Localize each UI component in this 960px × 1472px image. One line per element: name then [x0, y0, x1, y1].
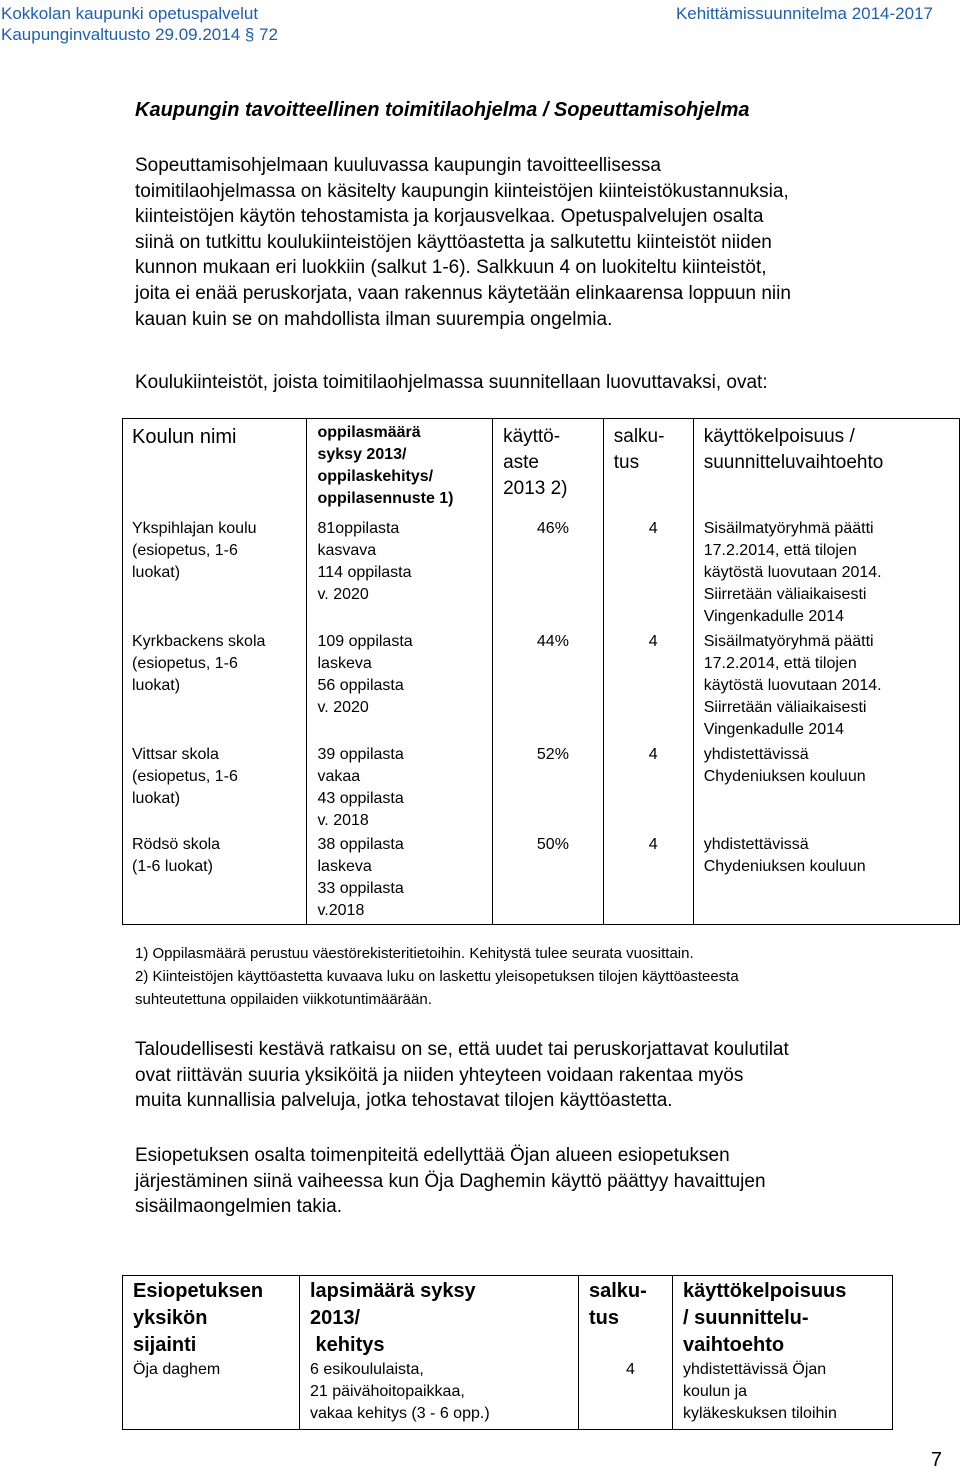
cell-text: luokat)	[132, 790, 181, 807]
header-text: tus	[613, 452, 640, 473]
cell-text: yhdistettävissä Öjan	[683, 1361, 827, 1378]
cell-text: luokat)	[132, 564, 181, 581]
header-usage	[493, 419, 604, 519]
cell-text: Vittsar skola	[132, 746, 219, 763]
cell-text: (esiopetus, 1-6	[132, 768, 238, 785]
cell-text: 6 esikoululaista,	[310, 1361, 424, 1378]
cell-text: koulun ja	[683, 1383, 748, 1400]
school-name	[123, 834, 307, 925]
header-text: oppilasmäärä	[317, 424, 421, 441]
cell-text: 4	[626, 1361, 635, 1378]
preschool-portfolio	[579, 1359, 673, 1430]
cell-text: (1-6 luokat)	[132, 858, 213, 875]
paragraph-line: järjestäminen siinä vaiheessa kun Öja Daghemin käyttö päättyy havaittujen	[135, 1170, 766, 1192]
paragraph-line: sisäilmaongelmien takia.	[135, 1196, 342, 1218]
cell-text: kasvava	[317, 542, 377, 559]
school-pupils	[307, 631, 493, 744]
cell-text: 17.2.2014, että tilojen	[703, 655, 857, 672]
cell-text: 4	[648, 836, 658, 853]
school-name	[123, 631, 307, 744]
paragraph-line: kiinteistöjen käytön tehostamista ja korjausvelkaa. Opetuspalvelujen osalta	[135, 206, 764, 228]
cell-text: 33 oppilasta	[317, 880, 404, 897]
cell-text: 38 oppilasta	[317, 836, 404, 853]
paragraph-line: Esiopetuksen osalta toimenpiteitä edellyttää Öjan alueen esiopetuksen	[135, 1145, 730, 1166]
paragraph-line: Koulukiinteistöt, joista toimitilaohjelmassa suunnitellaan luovuttavaksi, ovat:	[135, 372, 768, 393]
header-location	[123, 1276, 300, 1360]
preschool-table	[122, 1275, 893, 1430]
paragraph-line: siinä on tutkittu koulukiinteistöjen käyttöastetta ja salkutettu kiinteistöt niiden	[135, 231, 772, 253]
paragraph-line: muita kunnallisia palveluja, jotka tehostavat tilojen käyttöastetta.	[135, 1090, 673, 1112]
header-plan	[693, 419, 959, 519]
school-plan	[693, 631, 959, 744]
cell-text: 21 päivähoitopaikkaa,	[310, 1383, 465, 1400]
footnote: suhteutettuna oppilaiden viikkotuntimäärään.	[135, 991, 432, 1008]
header-text: aste	[503, 452, 539, 473]
cell-text: v. 2020	[317, 699, 369, 716]
header-plan	[673, 1276, 893, 1360]
table-header-row	[123, 1276, 893, 1360]
footnote: 1) Oppilasmäärä perustuu väestörekisteritietoihin. Kehitystä tulee seurata vuosittain.	[135, 945, 694, 962]
header-text: sijainti	[133, 1334, 197, 1356]
header-right: Kehittämissuunnitelma 2014-2017	[675, 4, 933, 23]
school-plan	[693, 518, 959, 631]
cell-text: 114 oppilasta	[317, 564, 412, 581]
header-text: käyttökelpoisuus /	[703, 426, 855, 447]
cell-text: v. 2018	[317, 812, 369, 829]
header-children	[300, 1276, 579, 1360]
cell-text: Chydeniuksen kouluun	[703, 768, 866, 785]
header-portfolio	[603, 419, 693, 519]
school-plan	[693, 834, 959, 925]
header-text: salku-	[613, 426, 665, 447]
cell-text: Vingenkadulle 2014	[703, 721, 844, 738]
header-text: salku-	[589, 1280, 647, 1302]
cell-text: (esiopetus, 1-6	[132, 542, 238, 559]
school-portfolio	[603, 834, 693, 925]
preschool-plan	[673, 1359, 893, 1430]
school-pupils	[307, 834, 493, 925]
cell-text: 4	[648, 520, 658, 537]
paragraph-line: ovat riittävän suuria yksiköitä ja niiden yhteyteen voidaan rakentaa myös	[135, 1064, 744, 1086]
cell-text: Chydeniuksen kouluun	[703, 858, 866, 875]
school-pupils	[307, 744, 493, 834]
header-portfolio	[579, 1276, 673, 1360]
header-text: 2013/	[310, 1307, 361, 1329]
paragraph-line: kauan kuin se on mahdollista ilman suurempia ongelmia.	[135, 308, 613, 330]
schools-table	[122, 418, 960, 925]
school-pupils	[307, 518, 493, 631]
cell-text: 44%	[536, 633, 569, 650]
paragraph-economics	[135, 1037, 955, 1114]
footnotes	[135, 942, 739, 1011]
header-text: vaihtoehto	[683, 1334, 785, 1356]
school-name	[123, 744, 307, 834]
header-council: Kaupunginvaltuusto 29.09.2014 § 72	[1, 25, 278, 44]
header-text: käyttö-	[503, 426, 561, 447]
cell-text: (esiopetus, 1-6	[132, 655, 238, 672]
cell-text: 46%	[536, 520, 569, 537]
cell-text: 4	[648, 746, 658, 763]
cell-text: Sisäilmatyöryhmä päätti	[703, 520, 874, 537]
cell-text: 17.2.2014, että tilojen	[703, 542, 857, 559]
header-text: lapsimäärä syksy	[310, 1280, 476, 1302]
cell-text: laskeva	[317, 655, 372, 672]
header-text: Esiopetuksen	[133, 1280, 264, 1302]
table-row	[123, 631, 960, 744]
school-usage	[493, 834, 604, 925]
header-text: kehitys	[310, 1334, 385, 1356]
table-row	[123, 834, 960, 925]
cell-text: 39 oppilasta	[317, 746, 404, 763]
table-row	[123, 1359, 893, 1430]
cell-text: vakaa	[317, 768, 361, 785]
header-text: käyttökelpoisuus	[683, 1280, 847, 1302]
school-name	[123, 518, 307, 631]
cell-text: Vingenkadulle 2014	[703, 608, 844, 625]
footnote: 2) Kiinteistöjen käyttöastetta kuvaava luku on laskettu yleisopetuksen tilojen käyttöasteesta	[135, 968, 739, 985]
school-portfolio	[603, 631, 693, 744]
paragraph-schools-intro	[135, 370, 955, 396]
header-text: suunnitteluvaihtoehto	[703, 452, 884, 473]
header-school-name	[123, 419, 307, 519]
school-plan	[693, 744, 959, 834]
header-left	[1, 3, 278, 45]
cell-text: 109 oppilasta	[317, 633, 413, 650]
cell-text: 43 oppilasta	[317, 790, 404, 807]
cell-text: 56 oppilasta	[317, 677, 404, 694]
cell-text: v. 2020	[317, 586, 369, 603]
paragraph-line: Taloudellisesti kestävä ratkaisu on se, että uudet tai peruskorjattavat koulutilat	[135, 1039, 789, 1060]
header-text: / suunnittelu-	[683, 1307, 809, 1329]
header-text: Koulun nimi	[132, 426, 237, 448]
paragraph-line: kunnon mukaan eri luokkiin (salkut 1-6). Salkkuun 4 on luokiteltu kiinteistöt,	[135, 257, 767, 279]
cell-text: 52%	[536, 746, 569, 763]
school-usage	[493, 744, 604, 834]
cell-text: luokat)	[132, 677, 181, 694]
header-pupils	[307, 419, 493, 519]
cell-text: 50%	[536, 836, 569, 853]
school-usage	[493, 631, 604, 744]
header-text: yksikön	[133, 1307, 208, 1329]
cell-text: Sisäilmatyöryhmä päätti	[703, 633, 874, 650]
cell-text: Siirretään väliaikaisesti	[703, 586, 867, 603]
header-text: oppilaskehitys/	[317, 468, 434, 485]
header-org: Kokkolan kaupunki opetuspalvelut	[1, 4, 259, 23]
cell-text: Ykspihlajan koulu	[132, 520, 257, 537]
school-portfolio	[603, 744, 693, 834]
cell-text: laskeva	[317, 858, 372, 875]
cell-text: Kyrkbackens skola	[132, 633, 266, 650]
school-portfolio	[603, 518, 693, 631]
cell-text: kyläkeskuksen tiloihin	[683, 1405, 837, 1422]
table-row	[123, 744, 960, 834]
cell-text: vakaa kehitys (3 - 6 opp.)	[310, 1405, 490, 1422]
preschool-location	[123, 1359, 300, 1430]
cell-text: Rödsö skola	[132, 836, 221, 853]
cell-text: 4	[648, 633, 658, 650]
paragraph-line: joita ei enää peruskorjata, vaan rakennus käytetään elinkaarensa loppuun niin	[135, 282, 791, 304]
school-usage	[493, 518, 604, 631]
cell-text: yhdistettävissä	[703, 746, 809, 763]
table-row	[123, 518, 960, 631]
page-number: 7	[930, 1449, 942, 1471]
header-text: 2013 2)	[503, 478, 568, 499]
header-text: oppilasennuste 1)	[317, 490, 454, 507]
preschool-children	[300, 1359, 579, 1430]
paragraph-preschool	[135, 1143, 955, 1220]
cell-text: v.2018	[317, 902, 365, 919]
cell-text: Siirretään väliaikaisesti	[703, 699, 867, 716]
paragraph-line: Sopeuttamisohjelmaan kuuluvassa kaupungin tavoitteellisessa	[135, 155, 661, 176]
paragraph-intro	[135, 153, 955, 332]
cell-text: käytöstä luovutaan 2014.	[703, 677, 882, 694]
paragraph-line: toimitilaohjelmassa on käsitelty kaupungin kiinteistöjen kiinteistökustannuksia,	[135, 180, 789, 202]
cell-text: yhdistettävissä	[703, 836, 809, 853]
cell-text: Öja daghem	[133, 1361, 221, 1378]
header-text: syksy 2013/	[317, 446, 407, 463]
header-text: tus	[589, 1307, 619, 1329]
table-header-row	[123, 419, 960, 519]
cell-text: 81oppilasta	[317, 520, 400, 537]
page-title: Kaupungin tavoitteellinen toimitilaohjelma / Sopeuttamisohjelma	[135, 99, 750, 121]
cell-text: käytöstä luovutaan 2014.	[703, 564, 882, 581]
